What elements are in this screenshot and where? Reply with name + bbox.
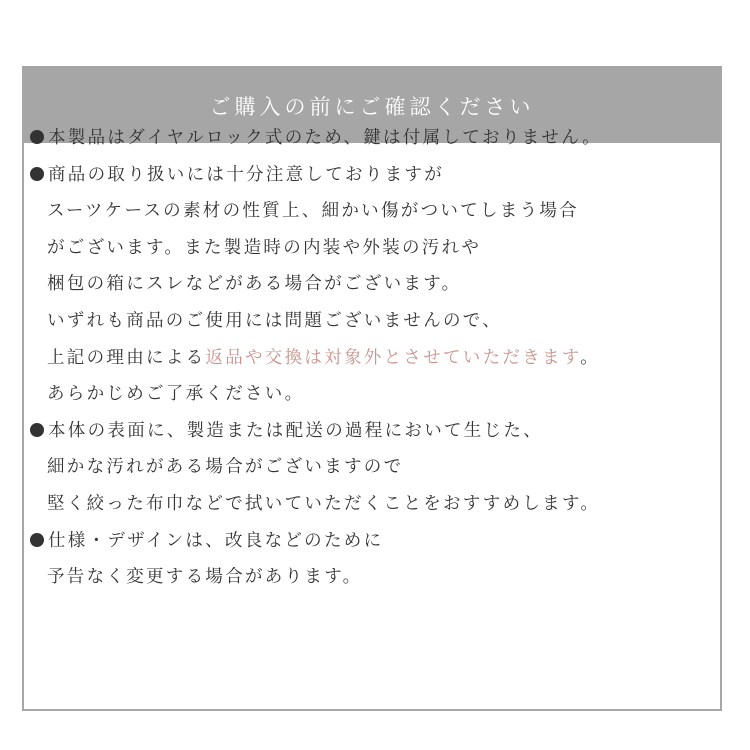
notice-body xyxy=(30,120,740,596)
notice-line-5 xyxy=(30,266,740,303)
notice-line-3 xyxy=(30,193,740,230)
notice-line-7 xyxy=(30,340,740,377)
notice-text: 商品の取り扱いには十分注意しておりますが xyxy=(48,164,444,185)
notice-text: 堅く絞った布巾などで拭いていただくことをおすすめします。 xyxy=(47,493,601,514)
notice-text: 。 xyxy=(580,347,601,368)
notice-line-10 xyxy=(30,449,740,486)
notice-text: あらかじめご了承ください。 xyxy=(47,384,305,405)
notice-text: 本製品はダイヤルロック式のため、鍵は付属しておりません。 xyxy=(48,128,602,148)
notice-text: 仕様・デザインは、改良などのために xyxy=(48,530,384,551)
notice-text: 上記の理由による xyxy=(47,347,206,368)
notice-text: スーツケースの素材の性質上、細かい傷がついてしまう場合 xyxy=(47,201,579,222)
notice-text: いずれも商品のご使用には問題ございませんので、 xyxy=(47,310,503,331)
notice-text: 予告なく変更する場合があります。 xyxy=(47,567,363,588)
notice-line-6 xyxy=(30,303,740,340)
notice-line-2 xyxy=(30,157,740,194)
notice-text: がございます。また製造時の内装や外装の汚れや xyxy=(47,237,482,258)
notice-title: ご購入の前にご確認ください xyxy=(209,94,535,119)
notice-line-4 xyxy=(30,230,740,267)
notice-text: 細かな汚れがある場合がございますので xyxy=(47,457,404,478)
bullet-dot-icon xyxy=(30,130,44,144)
bullet-dot-icon xyxy=(30,533,44,547)
notice-line-1 xyxy=(30,120,740,157)
bullet-dot-icon xyxy=(30,423,44,437)
notice-text: 本体の表面に、製造または配送の過程において生じた、 xyxy=(48,420,543,441)
notice-line-11 xyxy=(30,486,740,523)
notice-line-9 xyxy=(30,413,740,450)
notice-line-8 xyxy=(30,376,740,413)
notice-highlight-text: 返品や交換は対象外とさせていただきます xyxy=(205,347,581,368)
notice-line-12 xyxy=(30,523,740,560)
notice-line-13 xyxy=(30,559,740,596)
bullet-dot-icon xyxy=(30,167,44,181)
notice-text: 梱包の箱にスレなどがある場合がございます。 xyxy=(47,274,462,295)
